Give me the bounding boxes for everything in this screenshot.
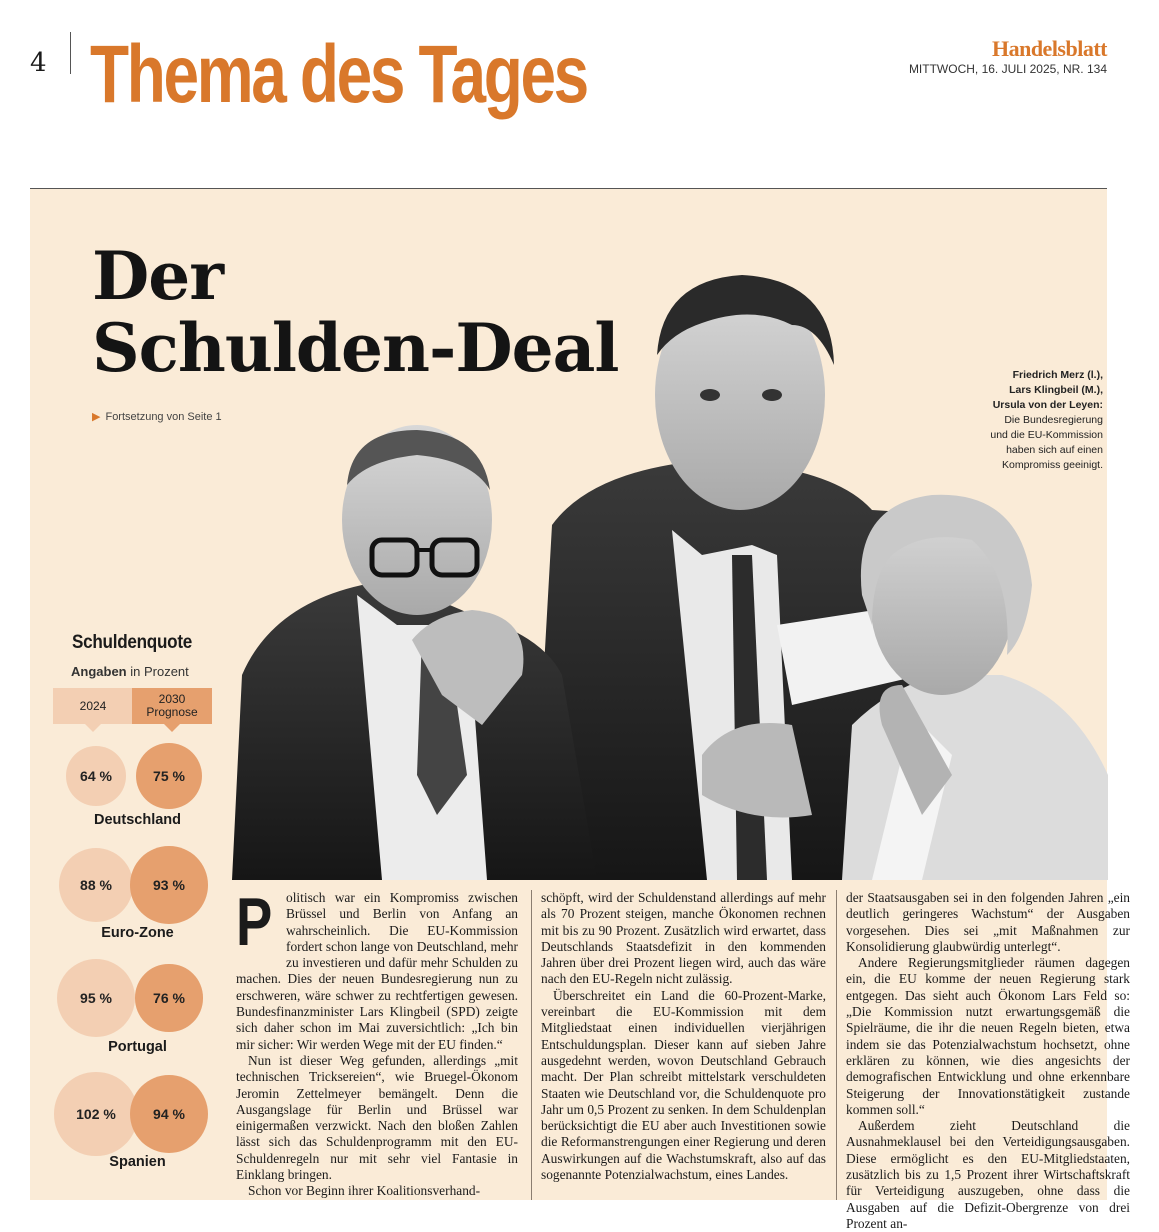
value-2024-circle: 64 % [66, 746, 126, 806]
country-label: Portugal [108, 1039, 167, 1055]
country-label: Euro-Zone [101, 925, 174, 941]
country-label: Deutschland [93, 812, 181, 828]
section-title: Thema des Tages [90, 29, 587, 120]
value-2030-circle: 93 % [130, 846, 208, 924]
legend-2024-label: 2024 [79, 698, 107, 713]
paragraph: Außerdem zieht Deutschland die Ausnahmeklausel bei den Verteidigungsausgaben. Diese ermöglicht es den EU-Mitgliedstaaten, zusätzlich bis zu 1,5 Prozent ihrer Wirtschaftskraft für Verteidigung auszugeben, ohne dass die Ausgaben auf die Defizit-Obergrenze von drei Prozent an- [846, 1118, 1130, 1231]
legend-2030-label: 2030 [158, 692, 186, 706]
caption-name-2: Lars Klingbeil (M.), [1009, 384, 1103, 396]
page-number: 4 [30, 48, 47, 78]
caption-text-4: Kompromiss geeinigt. [1002, 459, 1103, 471]
person-merz [232, 425, 597, 880]
column-divider [531, 890, 532, 1200]
brand-logo: Handelsblatt [991, 36, 1107, 61]
legend-2030-sublabel: Prognose [146, 705, 198, 719]
drop-cap: P [236, 884, 273, 960]
column-divider [836, 890, 837, 1200]
paragraph: olitisch war ein Kompromiss zwischen Brüssel und Berlin von Anfang an wahrscheinlich. Die EU-Kommission fordert schon lange von Deutschland, mehr zu investieren und dafür mehr Schulden zu machen. Dies der neuen Bundesregierung nun zu erschweren, wäre schwer zu rechtfertigen gewesen. Bundesfinanzminister Lars Klingbeil (SPD) zeigte sich daher schon im Mai zuversichtlich: „Ich bin mir sicher: Wir werden Wege mit der EU finden.“ [236, 890, 518, 1052]
paragraph: Überschreitet ein Land die 60-Prozent-Marke, vereinbart die EU-Kommission mit dem Mitgliedstaat einen individuellen vierjährigen Entschuldungsplan. Dieser kann auf sieben Jahre ausgedehnt werden, wovon Deutschland Gebrauch macht. Der Plan schreibt mittelstark verschuldeten Staaten wie Deutschland vor, die Schuldenquote pro Jahr um 0,5 Prozent zu senken. In dem Schuldenplan berücksichtigt die EU aber auch Investitionen sowie die Reformanstrengungen einer Regierung und deren Auswirkungen auf die Wachstumskraft, also auf das sogenannte Potenzialwachstum, eines Landes. [541, 987, 826, 1183]
politicians-photo [232, 255, 1108, 880]
legend-2030 [132, 688, 212, 724]
headline-line-2: Schulden-Deal [92, 309, 619, 387]
country-label: Spanien [109, 1154, 166, 1170]
article-column-3 [846, 890, 1130, 1232]
chart-subtitle-bold: Angaben [71, 664, 127, 679]
paragraph: Andere Regierungsmitglieder räumen dagegen ein, die EU komme der neuen Regierung stark entgegen. Das sieht auch Ökonom Lars Feld so: „Die Kommission nutzt erwartungsgemäß die Spielräume, die ihr die neuen Regeln bieten, etwa indem sie das Potenzialwachstum hochsetzt, ohne erklären zu können, wie dies angesichts der demografischen Entwicklung und ohne erkennbare Steigerung der Innovationstätigkeit zustande kommen soll.“ [846, 955, 1130, 1117]
headline-line-1: Der [92, 237, 223, 315]
continuation-label: Fortsetzung von Seite 1 [105, 411, 222, 423]
chart-subtitle [71, 664, 189, 679]
article-column-1 [236, 884, 518, 1200]
continuation-note[interactable] [92, 410, 222, 423]
legend-2024 [53, 688, 133, 724]
header-divider [70, 32, 71, 74]
caption-name-1: Friedrich Merz (l.), [1012, 369, 1103, 381]
value-2030-circle: 94 % [130, 1075, 208, 1153]
value-2024-circle: 102 % [54, 1072, 137, 1155]
caption-name-3: Ursula von der Leyen: [992, 399, 1103, 411]
paragraph: Nun ist dieser Weg gefunden, allerdings „mit technischen Tricksereien“, wie Bruegel-Ökonom Jeromin Zettelmeyer bemängelt. Denn die Ausgangslage für Berlin und Brüssel war einigermaßen verzwickt. Nach den bloßen Zahlen lässt sich das Schuldenprogramm mit den EU-Schuldenregeln nur mit sehr viel Fantasie in Einklang bringen. [236, 1052, 518, 1183]
triangle-right-icon: ▶ [92, 411, 101, 423]
dateline: MITTWOCH, 16. JULI 2025, NR. 134 [908, 62, 1107, 76]
article-column-2 [541, 890, 826, 1183]
value-2024-circle: 88 % [59, 848, 134, 923]
paragraph: Schon vor Beginn ihrer Koalitionsverhand- [248, 1183, 481, 1199]
value-2030-circle: 76 % [135, 964, 202, 1031]
caption-text-3: haben sich auf einen [1006, 444, 1103, 456]
value-2030-circle: 75 % [136, 743, 203, 810]
chart-subtitle-rest: in Prozent [126, 664, 189, 679]
value-2024-circle: 95 % [57, 959, 136, 1038]
caption-text-2: und die EU-Kommission [990, 429, 1103, 441]
caption-text-1: Die Bundesregierung [1004, 414, 1103, 426]
chart-title: Schuldenquote [72, 632, 192, 653]
paragraph: schöpft, wird der Schuldenstand allerdings auf mehr als 70 Prozent steigen, manche Ökonomen rechnen mit bis zu 90 Prozent. Zusätzlich wird erwartet, dass Deutschlands Staatsdefizit in den kommenden Jahren über drei Prozent liegen wird, auch das wäre nach den EU-Regeln nicht zulässig. [541, 890, 826, 987]
paragraph: der Staatsausgaben sei in den folgenden Jahren „ein deutlich geringeres Wachstum“ der Ausgaben vorgesehen. Dies sei „mit Maßnahmen zur Konsolidierung glaubwürdig unterlegt“. [846, 890, 1130, 954]
